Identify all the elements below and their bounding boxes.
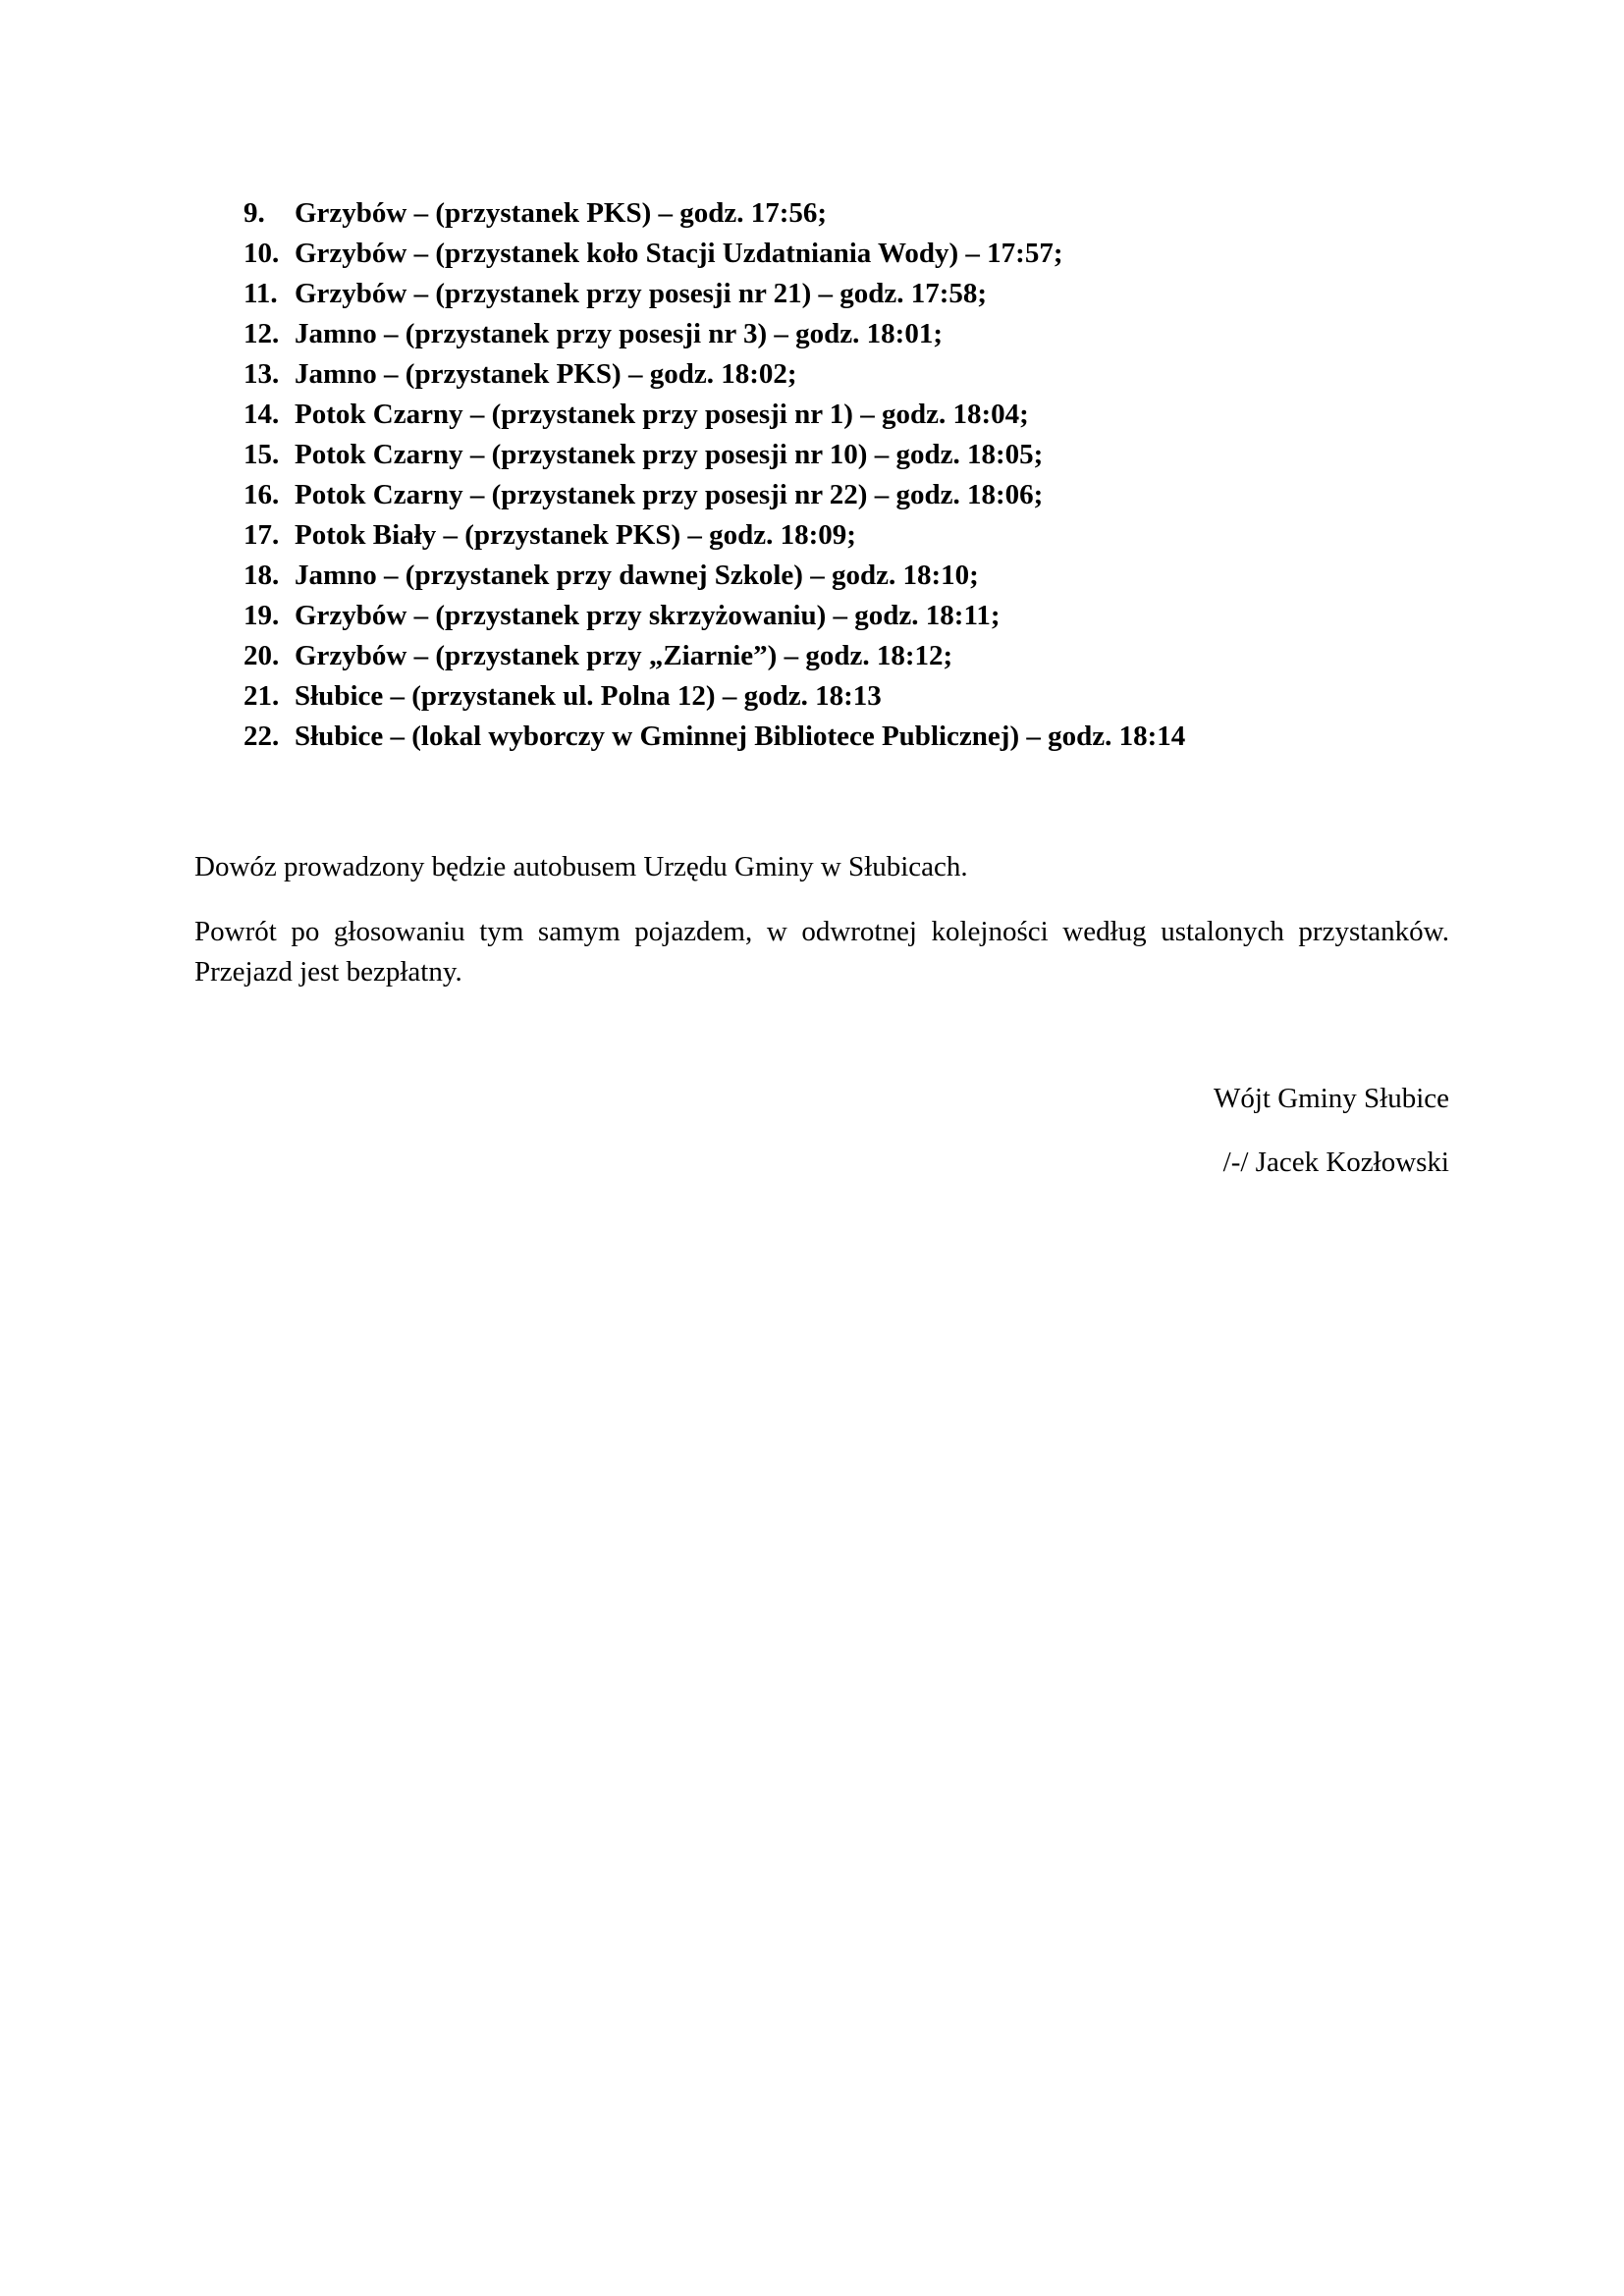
stop-number: 20. — [244, 640, 280, 671]
stop-number: 21. — [244, 680, 280, 712]
stop-item — [244, 274, 1441, 314]
stop-number: 11. — [244, 278, 278, 309]
stop-text: Słubice – (przystanek ul. Polna 12) – godz. 18:13 — [295, 680, 882, 712]
stop-number: 19. — [244, 600, 280, 631]
stop-list — [244, 193, 1441, 757]
stop-item — [244, 354, 1441, 395]
stop-number: 18. — [244, 560, 280, 591]
return-paragraph: Powrót po głosowaniu tym samym pojazdem, w odwrotnej kolejności według ustalonych przystanków. Przejazd jest bezpłatny. — [194, 916, 1449, 988]
stop-text: Jamno – (przystanek przy dawnej Szkole) – godz. 18:10; — [295, 560, 979, 591]
stop-text: Grzybów – (przystanek koło Stacji Uzdatniania Wody) – 17:57; — [295, 238, 1063, 269]
stop-text: Słubice – (lokal wyborczy w Gminnej Bibliotece Publicznej) – godz. 18:14 — [295, 721, 1186, 752]
stop-text: Potok Czarny – (przystanek przy posesji nr 10) – godz. 18:05; — [295, 439, 1044, 470]
stop-number: 13. — [244, 358, 280, 390]
stop-number: 16. — [244, 479, 280, 510]
stop-item — [244, 515, 1441, 556]
stop-number: 14. — [244, 399, 280, 430]
stop-item — [244, 596, 1441, 636]
stop-text: Potok Czarny – (przystanek przy posesji nr 1) – godz. 18:04; — [295, 399, 1029, 430]
stop-number: 22. — [244, 721, 280, 752]
stop-text: Grzybów – (przystanek przy „Ziarnie”) – godz. 18:12; — [295, 640, 953, 671]
stop-item — [244, 234, 1441, 274]
stop-item — [244, 395, 1441, 435]
stop-number: 17. — [244, 519, 280, 551]
stop-text: Jamno – (przystanek PKS) – godz. 18:02; — [295, 358, 797, 390]
stop-text: Potok Biały – (przystanek PKS) – godz. 18:09; — [295, 519, 856, 551]
stop-item — [244, 193, 1441, 234]
stop-item — [244, 435, 1441, 475]
stop-number: 10. — [244, 238, 280, 269]
stop-item — [244, 636, 1441, 676]
signature-title: Wójt Gminy Słubice — [1213, 1083, 1449, 1114]
stop-item — [244, 676, 1441, 717]
stop-text: Potok Czarny – (przystanek przy posesji nr 22) – godz. 18:06; — [295, 479, 1044, 510]
signature-name: /-/ Jacek Kozłowski — [1222, 1147, 1449, 1178]
stop-item — [244, 556, 1441, 596]
stop-text: Grzybów – (przystanek przy skrzyżowaniu) – godz. 18:11; — [295, 600, 1001, 631]
stop-number: 9. — [244, 197, 265, 229]
stop-item — [244, 314, 1441, 354]
stop-number: 15. — [244, 439, 280, 470]
stop-item — [244, 475, 1441, 515]
stop-item — [244, 717, 1441, 757]
transport-paragraph: Dowóz prowadzony będzie autobusem Urzędu Gminy w Słubicach. — [194, 851, 968, 882]
stop-text: Grzybów – (przystanek przy posesji nr 21) – godz. 17:58; — [295, 278, 988, 309]
stop-text: Grzybów – (przystanek PKS) – godz. 17:56; — [295, 197, 828, 229]
stop-text: Jamno – (przystanek przy posesji nr 3) – godz. 18:01; — [295, 318, 943, 349]
stop-number: 12. — [244, 318, 280, 349]
